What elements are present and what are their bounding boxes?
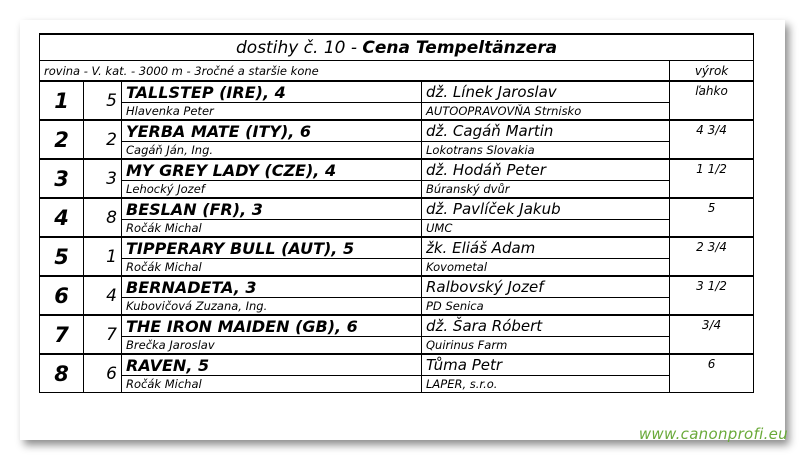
result-row xyxy=(40,237,754,259)
race-conditions: rovina - V. kat. - 3000 m - 3ročné a staršie kone xyxy=(40,61,670,82)
horse-name: MY GREY LADY (CZE), 4 xyxy=(122,159,422,181)
result-row xyxy=(40,354,754,376)
finish-margin: ľahko xyxy=(670,81,754,120)
result-row xyxy=(40,120,754,142)
finish-margin: 3/4 xyxy=(670,315,754,354)
owner-name: Búranský dvůr xyxy=(422,181,670,199)
owner-name: AUTOOPRAVOVŇA Strnisko xyxy=(422,103,670,121)
horse-name: RAVEN, 5 xyxy=(122,354,422,376)
finish-position: 4 xyxy=(40,198,84,237)
start-number: 1 xyxy=(84,237,122,276)
jockey-name: žk. Eliáš Adam xyxy=(422,237,670,259)
owner-name: UMC xyxy=(422,220,670,238)
start-number: 6 xyxy=(84,354,122,393)
start-number: 4 xyxy=(84,276,122,315)
result-row-details xyxy=(40,142,754,160)
horse-name: TALLSTEP (IRE), 4 xyxy=(122,81,422,103)
owner-name: Kovometal xyxy=(422,259,670,277)
finish-position: 6 xyxy=(40,276,84,315)
finish-margin: 5 xyxy=(670,198,754,237)
horse-name: YERBA MATE (ITY), 6 xyxy=(122,120,422,142)
result-row-details xyxy=(40,376,754,393)
result-row xyxy=(40,276,754,298)
result-row-details xyxy=(40,259,754,277)
trainer-name: Brečka Jaroslav xyxy=(122,337,422,355)
jockey-name: Tůma Petr xyxy=(422,354,670,376)
trainer-name: Ročák Michal xyxy=(122,376,422,393)
result-row xyxy=(40,315,754,337)
race-title xyxy=(40,34,754,61)
jockey-name: dž. Šara Róbert xyxy=(422,315,670,337)
trainer-name: Hlavenka Peter xyxy=(122,103,422,121)
race-name: Cena Tempeltänzera xyxy=(362,37,558,58)
jockey-name: dž. Pavlíček Jakub xyxy=(422,198,670,220)
result-row xyxy=(40,159,754,181)
finish-position: 1 xyxy=(40,81,84,120)
finish-position: 7 xyxy=(40,315,84,354)
finish-margin: 6 xyxy=(670,354,754,393)
finish-margin: 2 3/4 xyxy=(670,237,754,276)
owner-name: Quirinus Farm xyxy=(422,337,670,355)
finish-position: 3 xyxy=(40,159,84,198)
horse-name: BESLAN (FR), 3 xyxy=(122,198,422,220)
watermark: www.canonprofi.eu xyxy=(638,425,788,443)
owner-name: Lokotrans Slovakia xyxy=(422,142,670,160)
result-row-details xyxy=(40,337,754,355)
trainer-name: Ročák Michal xyxy=(122,220,422,238)
conditions-row xyxy=(40,61,754,82)
trainer-name: Kubovičová Zuzana, Ing. xyxy=(122,298,422,316)
start-number: 5 xyxy=(84,81,122,120)
start-number: 3 xyxy=(84,159,122,198)
finish-margin: 3 1/2 xyxy=(670,276,754,315)
finish-position: 8 xyxy=(40,354,84,393)
result-row xyxy=(40,198,754,220)
result-row xyxy=(40,81,754,103)
finish-position: 5 xyxy=(40,237,84,276)
start-number: 7 xyxy=(84,315,122,354)
result-row-details xyxy=(40,298,754,316)
results-table xyxy=(39,33,754,393)
jockey-name: Ralbovský Jozef xyxy=(422,276,670,298)
start-number: 2 xyxy=(84,120,122,159)
finish-margin: 1 1/2 xyxy=(670,159,754,198)
jockey-name: dž. Línek Jaroslav xyxy=(422,81,670,103)
result-row-details xyxy=(40,103,754,121)
finish-position: 2 xyxy=(40,120,84,159)
race-title-prefix: dostihy č. 10 - xyxy=(236,37,363,58)
title-row xyxy=(40,34,754,61)
horse-name: TIPPERARY BULL (AUT), 5 xyxy=(122,237,422,259)
owner-name: PD Senica xyxy=(422,298,670,316)
horse-name: THE IRON MAIDEN (GB), 6 xyxy=(122,315,422,337)
jockey-name: dž. Hodáň Peter xyxy=(422,159,670,181)
result-row-details xyxy=(40,181,754,199)
finish-margin: 4 3/4 xyxy=(670,120,754,159)
margin-header: výrok xyxy=(670,61,754,82)
owner-name: LAPER, s.r.o. xyxy=(422,376,670,393)
trainer-name: Cagáň Ján, Ing. xyxy=(122,142,422,160)
start-number: 8 xyxy=(84,198,122,237)
result-row-details xyxy=(40,220,754,238)
horse-name: BERNADETA, 3 xyxy=(122,276,422,298)
trainer-name: Lehocký Jozef xyxy=(122,181,422,199)
trainer-name: Ročák Michal xyxy=(122,259,422,277)
jockey-name: dž. Cagáň Martin xyxy=(422,120,670,142)
